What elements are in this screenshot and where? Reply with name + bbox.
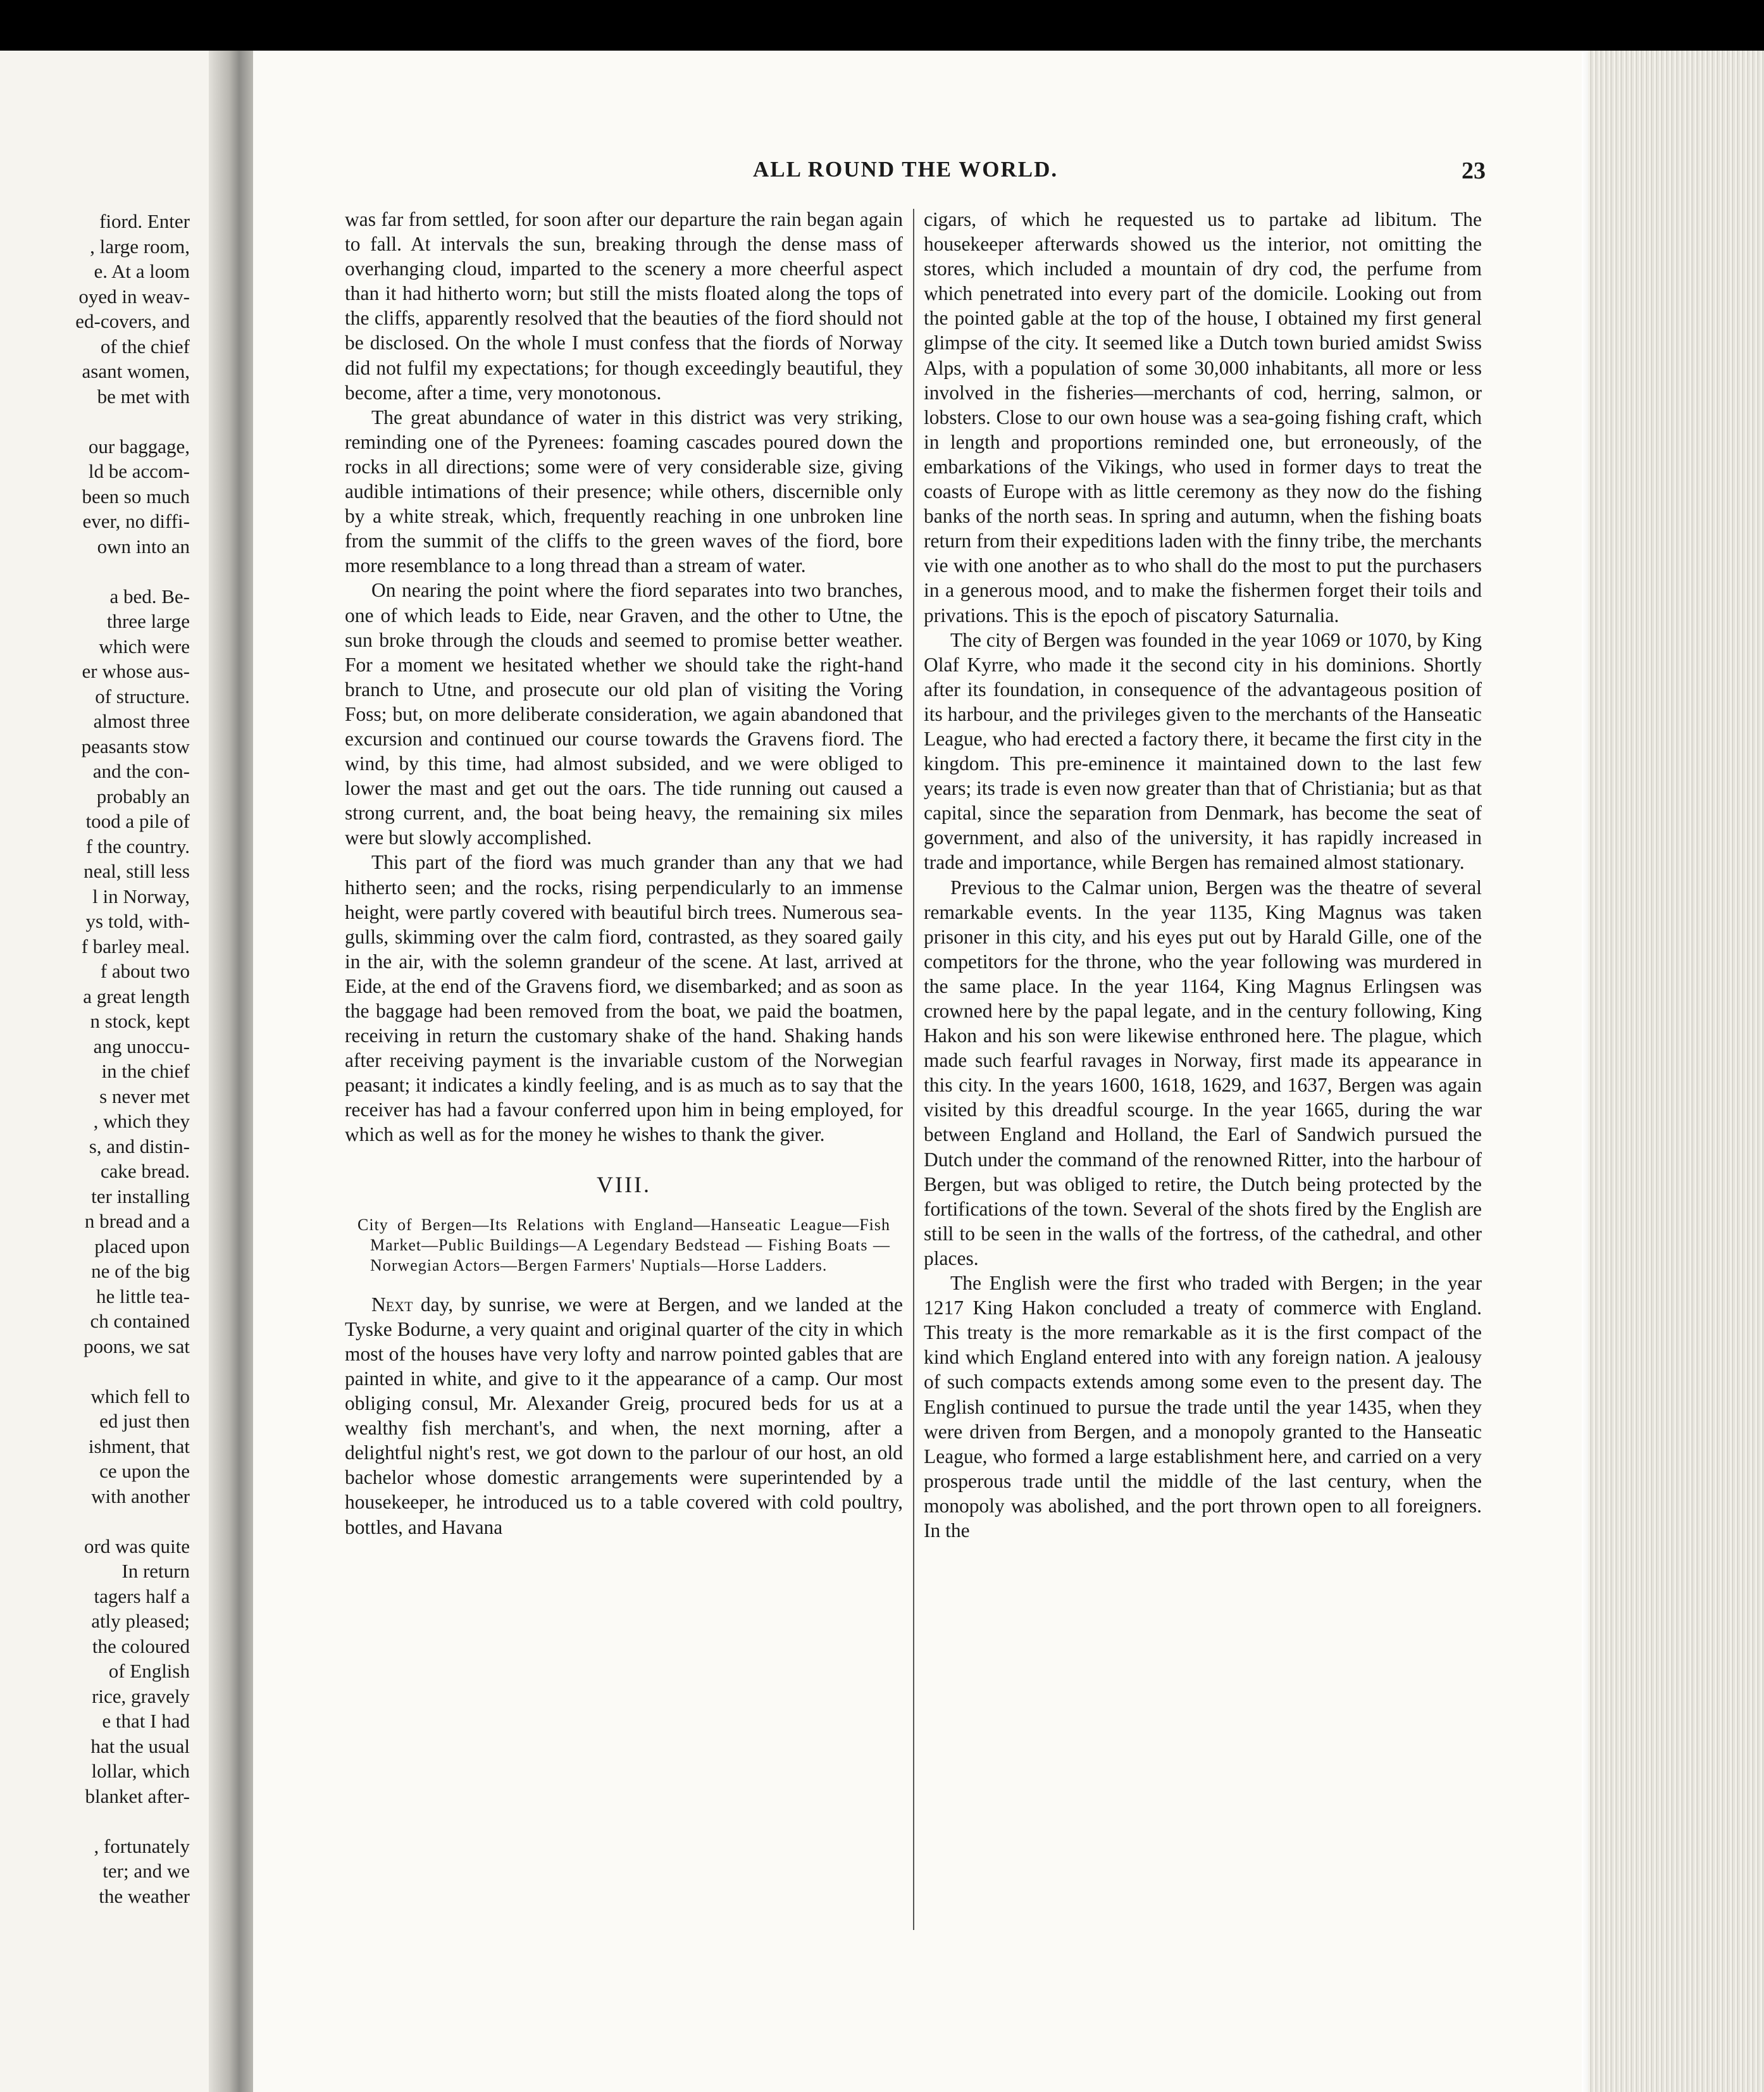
facing-page-line: rice, gravely xyxy=(92,1684,190,1707)
section-opening-text: day, by sunrise, we were at Bergen, and we landed at the Tyske Bodurne, a very quaint and original quarter of the city in which most of the houses have very lofty and narrow pointed gables that are painted in white, and give to it the appearance of a camp. Our most obliging consul, Mr. Alexander Greig, procured beds for us at a wealthy fish merchant's, and when, the next morning, after a delightful night's rest, we got down to the parlour of our host, an old bachelor whose domestic arrangements were superintended by a housekeeper, he introduced us to a table covered with cold poultry, bottles, and Havana xyxy=(345,1293,903,1538)
facing-page-line: our baggage, xyxy=(88,435,190,458)
paragraph: On nearing the point where the fiord separates into two branches, one of which leads to Eide, near Graven, and the other to Utne, the sun broke through the clouds and seemed to promise better weather. For a moment we hesitated whether we should take the right-hand branch to Utne, and prosecute our old plan of visiting the Voring Foss; but, on more deliberate consideration, we again abandoned that excursion and continued our course towards the Gravens fiord. The wind, by this time, had almost subsided, and we were obliged to lower the mast and get out the oars. The tide running out caused a strong current, and, the boat being heavy, the remaining six miles were but slowly accomplished. xyxy=(345,579,903,849)
facing-page-line: own into an xyxy=(97,535,190,557)
facing-page-line xyxy=(0,409,190,434)
facing-page-line xyxy=(0,1509,190,1534)
facing-page-line: ne of the big xyxy=(91,1260,190,1282)
chapter-synopsis: City of Bergen—Its Relations with England—Hanseatic League—Fish Market—Public Buildings—A Legendary Bedstead — Fishing Boats — Norwegian Actors—Bergen Farmers' Nuptials—Horse Ladders. xyxy=(357,1215,890,1274)
facing-page-line: of English xyxy=(108,1660,190,1682)
facing-page-line: in the chief xyxy=(101,1060,190,1082)
facing-page-line: fiord. Enter xyxy=(99,210,190,232)
facing-page-line: tood a pile of xyxy=(85,810,190,832)
facing-page-line: he little tea- xyxy=(96,1285,190,1307)
facing-page-line: s never met xyxy=(99,1085,190,1107)
facing-page-line: peasants stow xyxy=(81,735,190,757)
page-block-edge xyxy=(1588,51,1764,2092)
facing-page-line: tagers half a xyxy=(94,1585,190,1607)
facing-page-line: ed-covers, and xyxy=(75,310,190,332)
facing-page-line: been so much xyxy=(82,485,190,507)
facing-page-line: blanket after- xyxy=(85,1784,190,1807)
facing-page-line: ed just then xyxy=(99,1410,190,1432)
right-text-column xyxy=(924,207,1482,1543)
facing-page-line: ce upon the xyxy=(99,1460,190,1482)
facing-page-line: ang unoccu- xyxy=(93,1035,190,1057)
facing-page-line: which were xyxy=(99,635,190,657)
facing-page-line: l in Norway, xyxy=(92,885,190,907)
facing-page-fragment xyxy=(0,51,209,2092)
paragraph: cigars, of which he requested us to partake ad libitum. The housekeeper afterwards showed us the interior, not omitting the stores, which included a mountain of dry cod, the perfume from which penetrated into every part of the domicile. Looking out from the pointed gable at the top of the house, I obtained my first general glimpse of the city. It seemed like a Dutch town buried amidst Swiss Alps, with a population of some 30,000 inhabitants, all more or less involved in the fisheries—merchants of cod, herring, salmon, or lobsters. Close to our own house was a sea-going fishing craft, which in length and proportions reminded one, but erroneously, of the embarkations of the Vikings, who used in former days to treat the coasts of Europe with as little ceremony as they now do the fishing banks of the north seas. In spring and autumn, when the fishing boats return from their expeditions laden with the finny tribe, the merchants vie with one another as to who shall do the most to put the purchasers in a generous mood, and to make the fishermen forget their toils and privations. This is the epoch of piscatory Saturnalia. xyxy=(924,208,1482,626)
facing-page-line: poons, we sat xyxy=(84,1335,190,1357)
facing-page-line: a great length xyxy=(83,985,190,1007)
column-rule xyxy=(913,209,914,1930)
paragraph: was far from settled, for soon after our departure the rain began again to fall. At intervals the sun, breaking through the dense mass of overhanging cloud, imparted to the scenery a more cheerful aspect than it had hitherto worn; but still the mists floated along the tops of the cliffs, apparently resolved that the beauties of the fiord should not be disclosed. On the whole I must confess that the fiords of Norway did not fulfil my expectations; for though exceedingly beautiful, they become, after a time, very monotonous. xyxy=(345,208,903,404)
facing-page-line: , large room, xyxy=(90,235,190,258)
facing-page-line: probably an xyxy=(96,785,190,807)
facing-page-line xyxy=(0,559,190,584)
paragraph: The English were the first who traded with Bergen; in the year 1217 King Hakon concluded a treaty of commerce with England. This treaty is the more remarkable as it is the first compact of the kind which England entered into with any foreign nation. A jealousy of such compacts extends among some even to the present day. The English continued to pursue the trade until the year 1435, when they were driven from Bergen, and a monopoly granted to the Hanseatic League, who formed a large establishment here, and carried on a very prosperous trade until the middle of the last century, when the monopoly was abolished, and the port thrown open to all foreigners. In the xyxy=(924,1272,1482,1541)
facing-page-line: the weather xyxy=(99,1884,190,1907)
facing-page-line: e. At a loom xyxy=(94,260,190,282)
facing-page-line: f about two xyxy=(100,960,190,982)
facing-page-line: atly pleased; xyxy=(91,1610,190,1632)
facing-page-line: the coloured xyxy=(92,1634,190,1657)
facing-page-line: ever, no diffi- xyxy=(82,510,190,532)
paragraph: This part of the fiord was much grander than any that we had hitherto seen; and the rocks, rising perpendicularly to an immense height, were partly covered with beautiful birch trees. Numerous sea-gulls, skimming over the calm fiord, contrasted, as they soared gaily in the air, with the solemn grandeur of the scene. At last, arrived at Eide, at the end of the Gravens fiord, we disembarked; and as soon as the baggage had been removed from the boat, we paid the boatmen, receiving in return the customary shake of the hand. Shaking hands after receiving payment is the invariable custom of the Norwegian peasant; it indicates a kindly feeling, and is as much as to say that the receiver has had a favour conferred upon him in being employed, for which as well as for the money he wishes to thank the giver. xyxy=(345,851,903,1146)
facing-page-line: e that I had xyxy=(102,1710,190,1732)
facing-page-line: a bed. Be- xyxy=(109,585,190,607)
facing-page-text xyxy=(0,209,190,1908)
facing-page-line: ld be accom- xyxy=(88,460,190,482)
facing-page-line: n stock, kept xyxy=(90,1010,190,1032)
facing-page-line: asant women, xyxy=(82,360,190,382)
facing-page-line: f the country. xyxy=(85,835,190,857)
facing-page-line xyxy=(0,1359,190,1384)
facing-page-line: ord was quite xyxy=(84,1535,190,1557)
running-head: ALL ROUND THE WORLD. xyxy=(753,157,1059,182)
facing-page-line: of the chief xyxy=(100,335,190,358)
facing-page-line: lollar, which xyxy=(91,1760,190,1782)
facing-page-line: of structure. xyxy=(95,685,190,707)
facing-page-line: three large xyxy=(106,610,190,632)
facing-page-line: hat the usual xyxy=(90,1734,190,1757)
paragraph: Previous to the Calmar union, Bergen was the theatre of several remarkable events. In the year 1135, King Magnus was taken prisoner in this city, and his eyes put out by Harald Gille, one of the competitors for the throne, who the year following was murdered in the same place. In the year 1164, King Magnus Erlingsen was crowned here by the papal legate, and in the century following, King Hakon and his son were likewise enthroned here. The plague, which made such fearful ravages in Norway, first made its appearance in this city. In the years 1600, 1618, 1629, and 1637, Bergen was again visited by this dreadful scourge. In the year 1665, during the war between England and Holland, the Earl of Sandwich pursued the Dutch under the command of the renowned Ritter, into the harbour of Bergen, but was obliged to retire, the Dutch being protected by the fortifications of the town. Several of the shots fired by the English are still to be seen in the walls of the fortress, of the cathedral, and other places. xyxy=(924,876,1482,1269)
book-gutter xyxy=(209,51,259,2092)
facing-page-line: neal, still less xyxy=(84,860,190,882)
facing-page-line: placed upon xyxy=(94,1235,190,1257)
section-opening-paragraph xyxy=(345,1292,903,1540)
page-number: 23 xyxy=(1462,158,1486,184)
facing-page-line: In return xyxy=(121,1560,190,1582)
facing-page-line: n bread and a xyxy=(84,1210,190,1232)
facing-page-line: ys told, with- xyxy=(85,910,190,932)
section-lead-word: Next xyxy=(371,1293,413,1316)
facing-page-line: ishment, that xyxy=(88,1435,190,1457)
facing-page-line: almost three xyxy=(93,710,190,732)
paragraph: The great abundance of water in this district was very striking, reminding one of the Pyrenees: foaming cascades poured down the rocks in all directions; some were of very considerable size, giving audible intimations of their presence; while others, discernible only by a white streak, which, frequently reaching in one unbroken line from the summit of the cliffs to the green waves of the fiord, bore more resemblance to a long thread than a stream of water. xyxy=(345,406,903,577)
facing-page-line: s, and distin- xyxy=(89,1135,190,1157)
paragraph: The city of Bergen was founded in the year 1069 or 1070, by King Olaf Kyrre, who made it the second city in his dominions. Shortly after its foundation, in consequence of the advantageous position of its harbour, and the privileges given to the merchants of the Hanseatic League, who had erected a factory there, it became the first city in the kingdom. This pre-eminence it maintained down to the last few years; its trade is even now greater than that of Christiania; but as that capital, since the separation from Denmark, has become the seat of government, and also of the university, it has rapidly increased in trade and importance, while Bergen has remained almost stationary. xyxy=(924,628,1482,874)
facing-page-line: , which they xyxy=(93,1110,190,1132)
section-heading: VIII. xyxy=(597,1171,651,1197)
facing-page-line xyxy=(0,1809,190,1834)
facing-page-line: which fell to xyxy=(90,1385,190,1407)
facing-page-line: er whose aus- xyxy=(82,660,190,682)
facing-page-line: with another xyxy=(91,1485,190,1507)
facing-page-line: oyed in weav- xyxy=(78,285,190,308)
facing-page-line: and the con- xyxy=(92,760,190,782)
facing-page-line: ter; and we xyxy=(102,1860,190,1882)
facing-page-line: ter installing xyxy=(91,1185,190,1207)
left-text-column xyxy=(345,207,903,1540)
facing-page-line: , fortunately xyxy=(94,1834,190,1857)
facing-page-line: f barley meal. xyxy=(81,935,190,957)
facing-page-line: ch contained xyxy=(90,1310,190,1332)
facing-page-line: be met with xyxy=(97,385,190,408)
facing-page-line: cake bread. xyxy=(100,1160,190,1182)
